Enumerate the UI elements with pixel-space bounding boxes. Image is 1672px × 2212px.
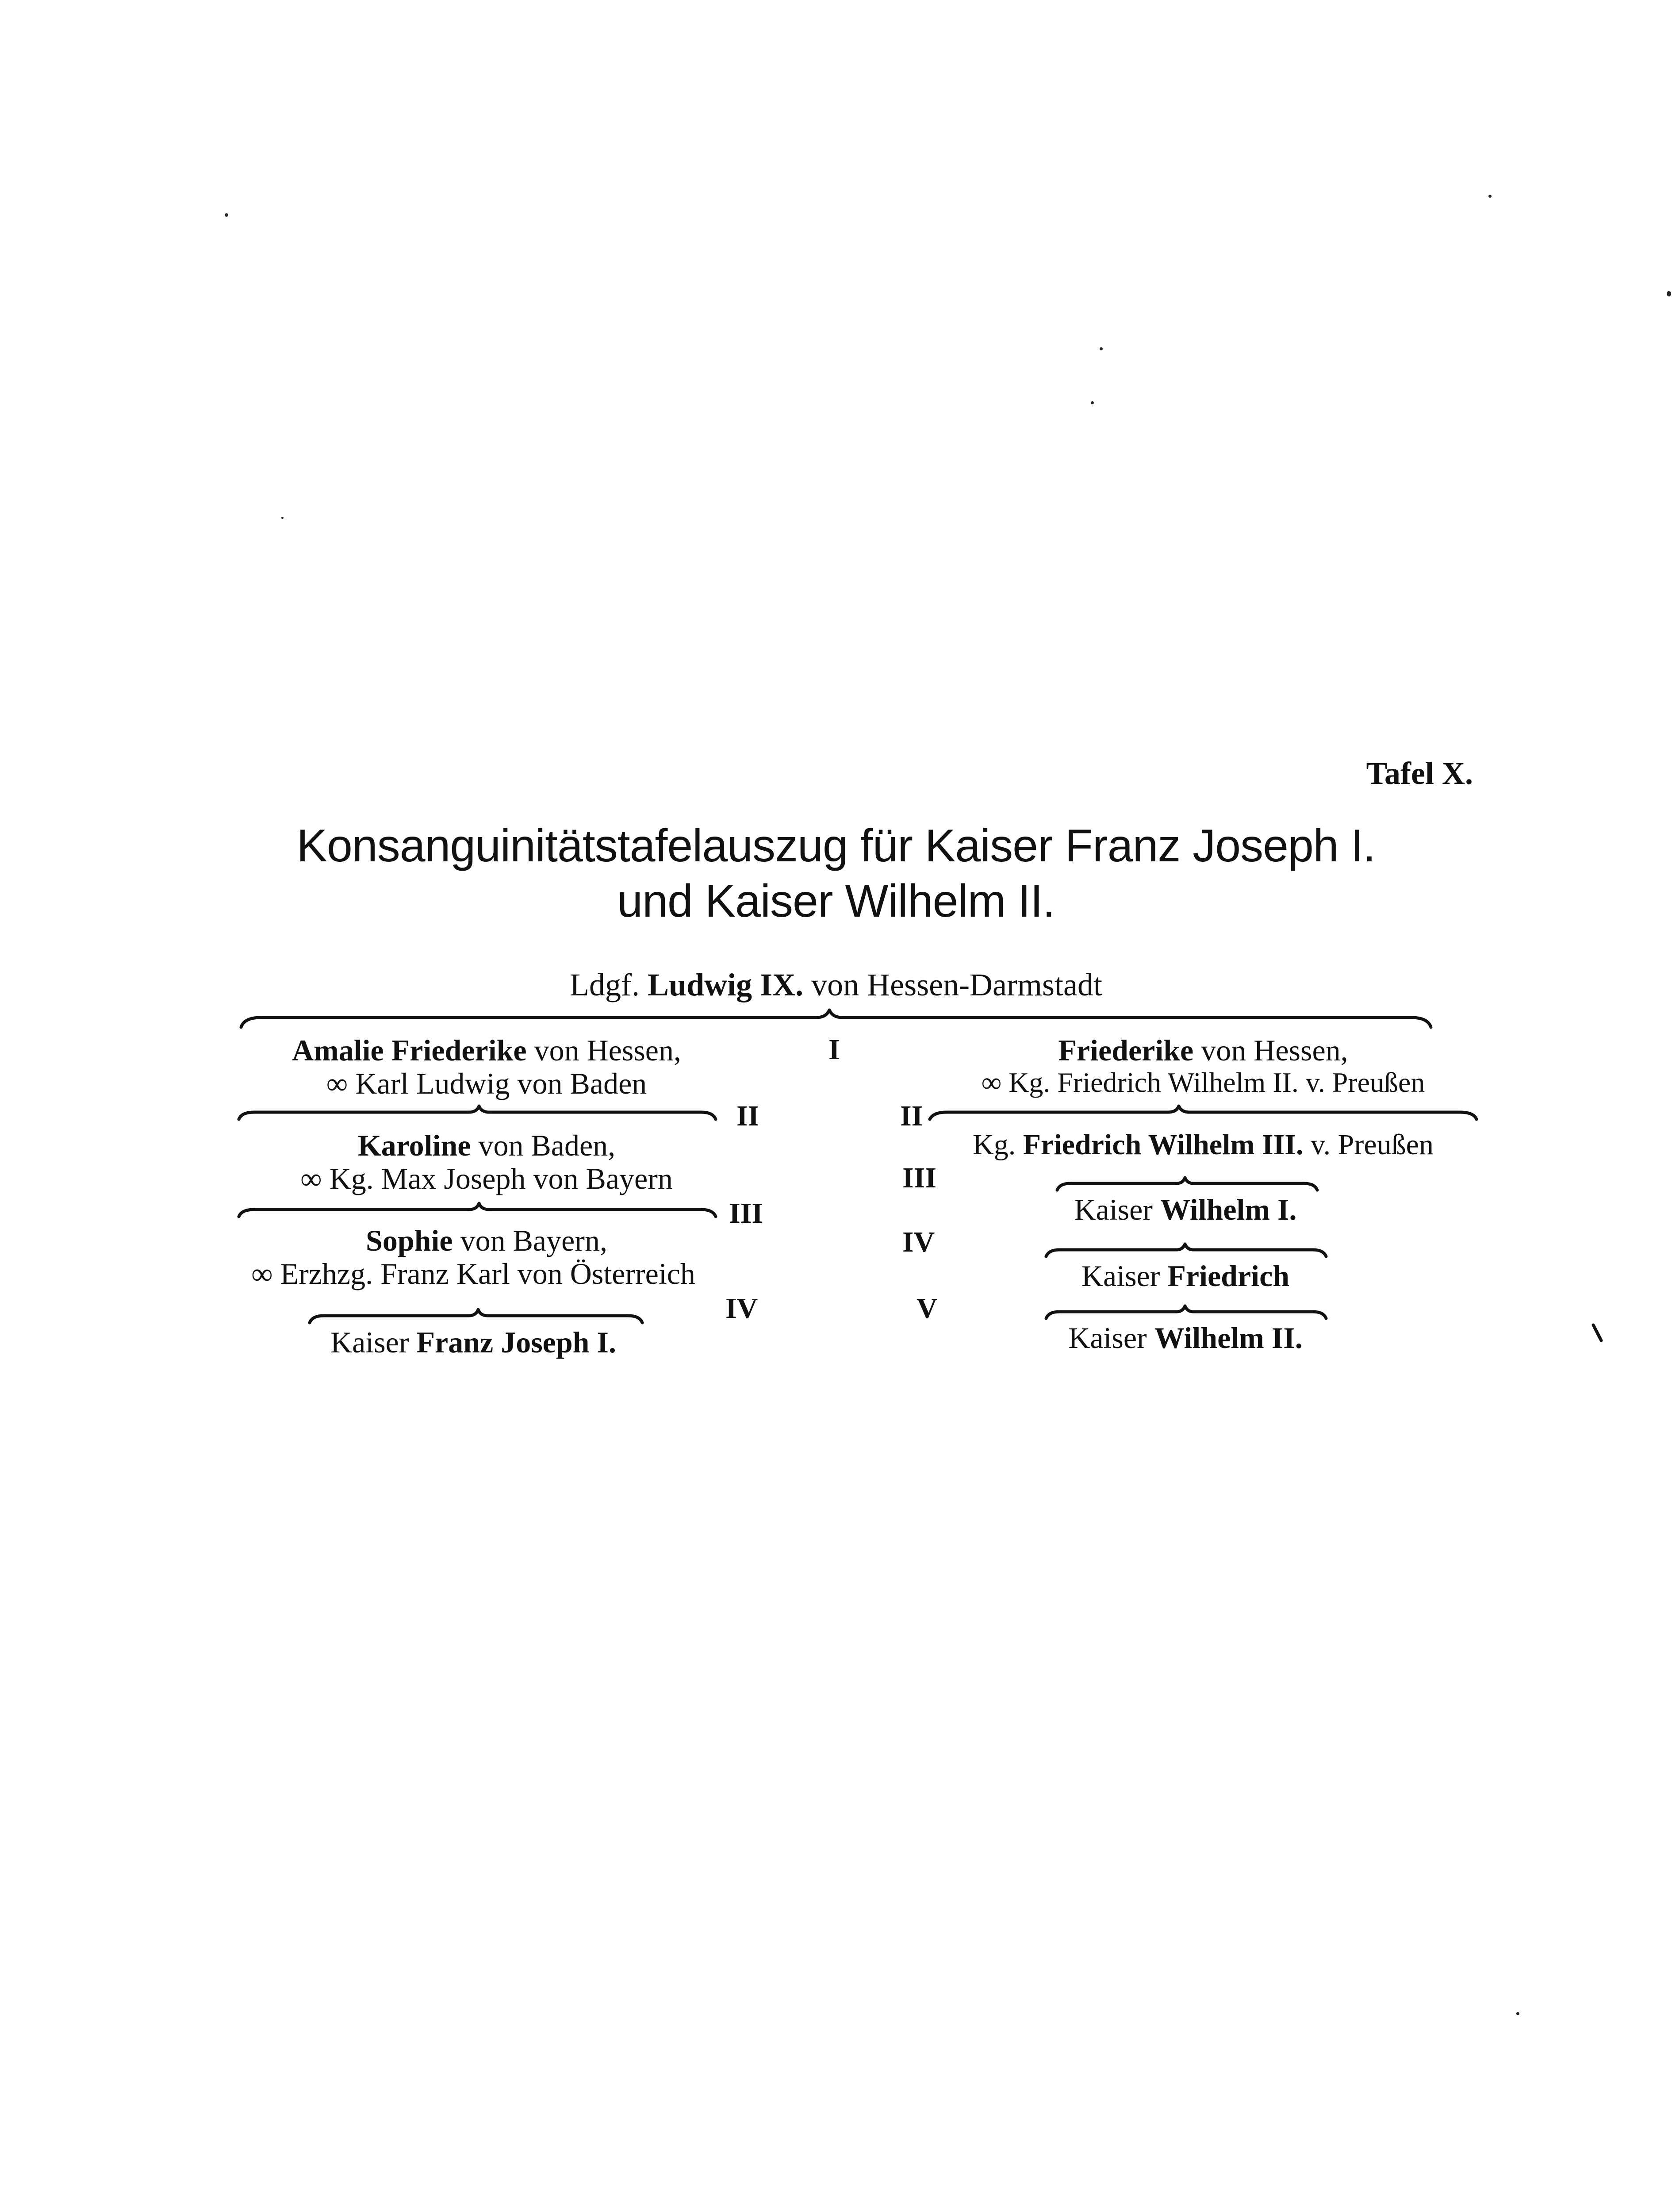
left-entry-1	[248, 1035, 725, 1065]
name-rest: von Hessen,	[526, 1033, 681, 1067]
name-bold: Wilhelm II.	[1154, 1321, 1303, 1355]
name-prefix: Kaiser	[1068, 1321, 1154, 1355]
left-entry-3	[248, 1225, 725, 1256]
left-entry-1-spouse	[248, 1068, 725, 1098]
ancestor-prefix: Ldgf.	[570, 967, 640, 1002]
spouse-text: ∞ Kg. Max Joseph von Bayern	[300, 1162, 673, 1195]
name-rest: von Baden,	[471, 1129, 616, 1162]
right-entry-1-spouse	[929, 1068, 1477, 1097]
degree-right-III: III	[902, 1162, 937, 1194]
degree-center-I: I	[828, 1033, 840, 1066]
name-bold: Friedrich Wilhelm III.	[1023, 1129, 1304, 1161]
page-title: Konsanguinitätstafelauszug für Kaiser Franz Joseph I.	[296, 820, 1376, 872]
degree-right-IV: IV	[902, 1226, 935, 1258]
degree-left-III: III	[729, 1197, 763, 1229]
name-bold: Franz Joseph I.	[416, 1325, 616, 1359]
right-entry-3	[1053, 1194, 1318, 1225]
name-bold: Amalie Friederike	[292, 1033, 527, 1067]
left-entry-2-spouse	[234, 1164, 739, 1194]
plate-label: Tafel X.	[1366, 756, 1473, 791]
right-entry-2	[924, 1130, 1482, 1160]
name-bold: Wilhelm I.	[1160, 1193, 1297, 1226]
left-entry-3-spouse	[186, 1259, 761, 1289]
ancestor-name: Ludwig IX.	[648, 967, 804, 1002]
name-prefix: Kg.	[973, 1129, 1023, 1161]
name-rest: v. Preußen	[1303, 1129, 1434, 1161]
ancestor-suffix: von Hessen-Darmstadt	[811, 967, 1102, 1002]
name-prefix: Kaiser	[1074, 1193, 1160, 1226]
spouse-text: ∞ Karl Ludwig von Baden	[326, 1067, 647, 1100]
spouse-text: ∞ Erzhzg. Franz Karl von Österreich	[251, 1257, 695, 1290]
degree-left-II: II	[736, 1100, 759, 1132]
right-entry-4	[1053, 1261, 1318, 1291]
name-bold: Friedrich	[1167, 1259, 1290, 1293]
page-subtitle: und Kaiser Wilhelm II.	[617, 876, 1055, 927]
right-entry-1	[929, 1035, 1477, 1065]
name-bold: Friederike	[1058, 1033, 1194, 1067]
name-bold: Sophie	[366, 1224, 453, 1257]
right-entry-5	[1048, 1323, 1323, 1353]
name-prefix: Kaiser	[1081, 1259, 1168, 1293]
spouse-text: ∞ Kg. Friedrich Wilhelm II. v. Preußen	[981, 1067, 1425, 1098]
left-entry-4	[274, 1327, 672, 1357]
left-entry-2	[248, 1130, 725, 1160]
degree-right-V: V	[917, 1292, 938, 1325]
name-rest: von Hessen,	[1193, 1033, 1348, 1067]
name-rest: von Bayern,	[453, 1224, 607, 1257]
name-prefix: Kaiser	[330, 1325, 417, 1359]
degree-right-II: II	[900, 1100, 923, 1132]
name-bold: Karoline	[357, 1129, 471, 1162]
degree-left-IV: IV	[725, 1292, 758, 1325]
